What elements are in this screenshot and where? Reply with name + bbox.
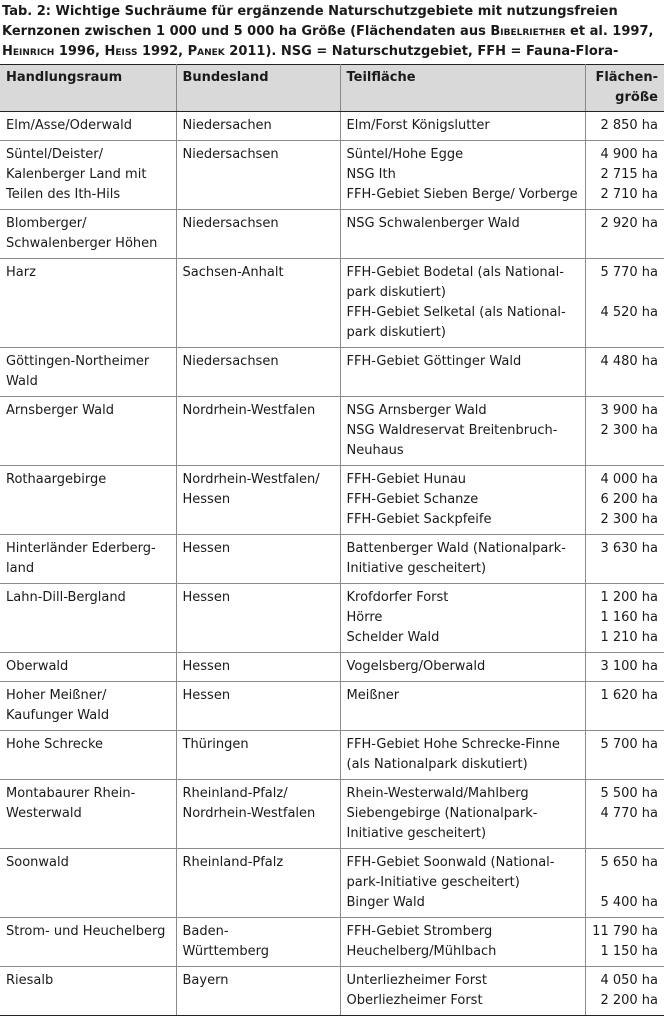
cell-teilflaeche-line: FFH-Gebiet Bodetal (als National- <box>346 265 564 280</box>
cell-handlungsraum-line: Strom- und Heuchelberg <box>6 924 166 939</box>
data-table <box>0 64 664 1016</box>
cell-bundesland-line: Thüringen <box>182 737 249 752</box>
cell-teilflaeche-line: NSG Waldreservat Breitenbruch- <box>346 423 558 438</box>
cell-teilflaeche-line: FFH-Gebiet Soonwald (National- <box>346 855 555 870</box>
table-body <box>0 112 664 1016</box>
cell-bundesland <box>176 348 340 397</box>
header-bundesland: Bundesland <box>176 65 340 112</box>
table-row <box>0 780 664 849</box>
cell-handlungsraum-line: Hohe Schrecke <box>6 737 104 752</box>
cell-flaechengroesse-line: 2 715 ha <box>600 167 658 182</box>
cell-bundesland-line: Baden- <box>182 924 229 939</box>
cell-bundesland-line: Niedersachen <box>182 118 272 133</box>
cell-flaechengroesse <box>585 210 664 259</box>
cell-teilflaeche-line: Heuchelberg/Mühlbach <box>346 944 497 959</box>
cell-teilflaeche-line: FFH-Gebiet Göttinger Wald <box>346 354 522 369</box>
cell-handlungsraum-line: Kalenberger Land mit <box>6 167 147 182</box>
cell-flaechengroesse-line: 5 650 ha <box>600 855 658 870</box>
cell-bundesland-line: Nordrhein-Westfalen <box>182 806 316 821</box>
cell-handlungsraum-line: Oberwald <box>6 659 69 674</box>
cell-flaechengroesse-line <box>592 824 659 844</box>
cell-handlungsraum <box>0 731 176 780</box>
table-row <box>0 259 664 348</box>
cell-flaechengroesse <box>585 348 664 397</box>
cell-handlungsraum-line: Rothaargebirge <box>6 472 107 487</box>
caption-text-4: 1992, <box>137 44 188 59</box>
cell-teilflaeche <box>340 348 585 397</box>
cell-handlungsraum <box>0 466 176 535</box>
cell-bundesland-line: Hessen <box>182 492 231 507</box>
cell-handlungsraum <box>0 849 176 918</box>
cell-teilflaeche-line: Initiative gescheitert) <box>346 561 487 576</box>
cell-flaechengroesse <box>585 731 664 780</box>
table-row <box>0 682 664 731</box>
table-row <box>0 967 664 1016</box>
cell-flaechengroesse-line: 1 210 ha <box>600 630 658 645</box>
caption-text-3: 1996, <box>54 44 105 59</box>
cell-handlungsraum-line: Montabaurer Rhein- <box>6 786 136 801</box>
cell-bundesland <box>176 731 340 780</box>
cell-bundesland-line: Hessen <box>182 541 231 556</box>
cell-handlungsraum <box>0 918 176 967</box>
cell-handlungsraum <box>0 141 176 210</box>
cell-flaechengroesse-line: 5 770 ha <box>600 265 658 280</box>
caption-text-1: Tab. 2: Wichtige Suchräume für ergänzende Naturschutzgebiete mit nutzungsfreien Kernzonen zwischen 1 000 und 5 000 ha Größe (Flächendaten aus <box>2 4 618 39</box>
table-row <box>0 653 664 682</box>
table-row <box>0 849 664 918</box>
cell-flaechengroesse <box>585 112 664 141</box>
cell-flaechengroesse-line: 4 480 ha <box>600 354 658 369</box>
cell-teilflaeche <box>340 141 585 210</box>
cell-handlungsraum-line: land <box>6 561 35 576</box>
cell-handlungsraum-line: Elm/Asse/Oderwald <box>6 118 132 133</box>
cell-flaechengroesse-line: 4 900 ha <box>600 147 658 162</box>
cell-teilflaeche <box>340 918 585 967</box>
cell-handlungsraum <box>0 584 176 653</box>
cell-teilflaeche-line: Hörre <box>346 610 383 625</box>
cell-flaechengroesse-line: 4 000 ha <box>600 472 658 487</box>
cell-bundesland <box>176 653 340 682</box>
cell-teilflaeche <box>340 535 585 584</box>
cell-flaechengroesse-line <box>592 323 659 343</box>
cell-teilflaeche-line: Rhein-Westerwald/Mahlberg <box>346 786 529 801</box>
cell-flaechengroesse-line: 5 400 ha <box>600 895 658 910</box>
cell-teilflaeche <box>340 584 585 653</box>
caption-author-3: Heiss <box>104 44 138 59</box>
cell-flaechengroesse-line: 2 920 ha <box>600 216 658 231</box>
caption-author-1: Bibelriether <box>490 24 566 39</box>
table-row <box>0 141 664 210</box>
cell-handlungsraum-line: Riesalb <box>6 973 54 988</box>
cell-bundesland-line: Hessen <box>182 659 231 674</box>
cell-handlungsraum-line: Soonwald <box>6 855 69 870</box>
cell-handlungsraum-line: Göttingen-Northeimer <box>6 354 150 369</box>
cell-bundesland-line: Bayern <box>182 973 229 988</box>
cell-flaechengroesse-line: 1 200 ha <box>600 590 658 605</box>
caption-author-4: Panek <box>187 44 225 59</box>
cell-teilflaeche-line: park diskutiert) <box>346 285 446 300</box>
table-row <box>0 348 664 397</box>
caption-author-2: Heinrich <box>2 44 55 59</box>
cell-teilflaeche-line: Unterliezheimer Forst <box>346 973 487 988</box>
header-handlungsraum: Handlungsraum <box>0 65 176 112</box>
cell-bundesland <box>176 259 340 348</box>
cell-handlungsraum <box>0 348 176 397</box>
cell-flaechengroesse <box>585 259 664 348</box>
cell-handlungsraum-line: Hinterländer Ederberg- <box>6 541 156 556</box>
caption-text-2: et al. 1997, <box>565 24 654 39</box>
header-teilflaeche: Teilfläche <box>340 65 585 112</box>
cell-flaechengroesse <box>585 535 664 584</box>
cell-flaechengroesse-line: 2 710 ha <box>600 187 658 202</box>
cell-flaechengroesse-line: 4 770 ha <box>600 806 658 821</box>
cell-teilflaeche-line: Elm/Forst Königslutter <box>346 118 490 133</box>
cell-handlungsraum-line: Lahn-Dill-Bergland <box>6 590 126 605</box>
cell-bundesland <box>176 584 340 653</box>
table-row <box>0 466 664 535</box>
cell-teilflaeche-line: park diskutiert) <box>346 325 446 340</box>
cell-teilflaeche-line: Binger Wald <box>346 895 425 910</box>
cell-flaechengroesse <box>585 141 664 210</box>
cell-teilflaeche <box>340 112 585 141</box>
cell-bundesland <box>176 780 340 849</box>
cell-teilflaeche-line: FFH-Gebiet Stromberg <box>346 924 493 939</box>
cell-flaechengroesse-line: 2 300 ha <box>600 512 658 527</box>
cell-teilflaeche-line: Vogelsberg/Oberwald <box>346 659 486 674</box>
cell-flaechengroesse-line: 1 150 ha <box>600 944 658 959</box>
header-flaeche-line-2: größe <box>615 90 658 105</box>
cell-bundesland-line: Hessen <box>182 590 231 605</box>
cell-flaechengroesse-line: 5 500 ha <box>600 786 658 801</box>
cell-teilflaeche <box>340 849 585 918</box>
caption-text-5: 2011). NSG = Naturschutzgebiet, FFH = Fauna-Flora- <box>229 44 619 59</box>
cell-handlungsraum <box>0 112 176 141</box>
cell-flaechengroesse <box>585 780 664 849</box>
cell-teilflaeche-line: (als Nationalpark diskutiert) <box>346 757 528 772</box>
cell-bundesland-line: Rheinland-Pfalz/ <box>182 786 288 801</box>
cell-handlungsraum-line: Schwalenberger Höhen <box>6 236 158 251</box>
table-row <box>0 112 664 141</box>
cell-flaechengroesse-line: 1 620 ha <box>600 688 658 703</box>
cell-teilflaeche <box>340 397 585 466</box>
cell-flaechengroesse <box>585 918 664 967</box>
cell-handlungsraum-line: Harz <box>6 265 36 280</box>
cell-flaechengroesse-line: 4 050 ha <box>600 973 658 988</box>
cell-teilflaeche <box>340 682 585 731</box>
cell-teilflaeche-line: NSG Schwalenberger Wald <box>346 216 520 231</box>
cell-handlungsraum-line: Hoher Meißner/ <box>6 688 107 703</box>
table-row <box>0 535 664 584</box>
cell-teilflaeche-line: Initiative gescheitert) <box>346 826 487 841</box>
cell-flaechengroesse-line: 3 630 ha <box>600 541 658 556</box>
cell-handlungsraum <box>0 780 176 849</box>
cell-handlungsraum-line: Wald <box>6 374 38 389</box>
cell-flaechengroesse-line <box>592 559 659 579</box>
cell-flaechengroesse-line: 4 520 ha <box>600 305 658 320</box>
cell-bundesland <box>176 918 340 967</box>
cell-teilflaeche-line: FFH-Gebiet Sieben Berge/ Vorberge <box>346 187 578 202</box>
cell-flaechengroesse <box>585 653 664 682</box>
cell-flaechengroesse-line: 3 900 ha <box>600 403 658 418</box>
cell-teilflaeche <box>340 653 585 682</box>
cell-teilflaeche-line: park-Initiative gescheitert) <box>346 875 520 890</box>
cell-teilflaeche <box>340 967 585 1016</box>
cell-teilflaeche-line: Süntel/Hohe Egge <box>346 147 464 162</box>
cell-bundesland <box>176 466 340 535</box>
cell-teilflaeche-line: FFH-Gebiet Hohe Schrecke-Finne <box>346 737 560 752</box>
cell-teilflaeche-line: FFH-Gebiet Sackpfeife <box>346 512 492 527</box>
cell-flaechengroesse <box>585 466 664 535</box>
table-row <box>0 918 664 967</box>
cell-handlungsraum <box>0 210 176 259</box>
cell-teilflaeche <box>340 731 585 780</box>
cell-flaechengroesse <box>585 397 664 466</box>
cell-bundesland <box>176 967 340 1016</box>
cell-flaechengroesse-line: 3 100 ha <box>600 659 658 674</box>
cell-bundesland-line: Sachsen-Anhalt <box>182 265 284 280</box>
cell-bundesland <box>176 141 340 210</box>
cell-bundesland-line: Rheinland-Pfalz <box>182 855 284 870</box>
cell-teilflaeche-line: Neuhaus <box>346 443 404 458</box>
cell-teilflaeche-line: Krofdorfer Forst <box>346 590 449 605</box>
cell-teilflaeche-line: Schelder Wald <box>346 630 440 645</box>
table-caption <box>0 0 664 64</box>
table-row <box>0 731 664 780</box>
cell-handlungsraum <box>0 653 176 682</box>
cell-teilflaeche <box>340 210 585 259</box>
cell-handlungsraum <box>0 682 176 731</box>
cell-teilflaeche <box>340 466 585 535</box>
cell-flaechengroesse <box>585 584 664 653</box>
cell-handlungsraum <box>0 259 176 348</box>
cell-flaechengroesse-line: 1 160 ha <box>600 610 658 625</box>
cell-teilflaeche-line: NSG Ith <box>346 167 396 182</box>
cell-teilflaeche <box>340 259 585 348</box>
cell-bundesland-line: Hessen <box>182 688 231 703</box>
cell-teilflaeche-line: NSG Arnsberger Wald <box>346 403 487 418</box>
cell-bundesland <box>176 397 340 466</box>
header-flaeche-line-1: Flächen- <box>595 70 658 85</box>
cell-teilflaeche <box>340 780 585 849</box>
cell-flaechengroesse-line: 6 200 ha <box>600 492 658 507</box>
cell-bundesland <box>176 535 340 584</box>
header-row <box>0 65 664 112</box>
cell-bundesland-line: Niedersachsen <box>182 354 279 369</box>
cell-flaechengroesse <box>585 967 664 1016</box>
cell-flaechengroesse-line: 2 850 ha <box>600 118 658 133</box>
cell-bundesland-line: Nordrhein-Westfalen <box>182 403 316 418</box>
cell-flaechengroesse <box>585 682 664 731</box>
cell-handlungsraum-line: Kaufunger Wald <box>6 708 110 723</box>
cell-handlungsraum <box>0 967 176 1016</box>
cell-bundesland <box>176 849 340 918</box>
cell-flaechengroesse-line <box>592 873 659 893</box>
cell-flaechengroesse-line <box>592 283 659 303</box>
table-row <box>0 210 664 259</box>
table-row <box>0 584 664 653</box>
cell-handlungsraum-line: Teilen des Ith-Hils <box>6 187 121 202</box>
cell-teilflaeche-line: FFH-Gebiet Selketal (als National- <box>346 305 566 320</box>
cell-bundesland <box>176 210 340 259</box>
cell-handlungsraum-line: Arnsberger Wald <box>6 403 114 418</box>
cell-teilflaeche-line: Oberliezheimer Forst <box>346 993 483 1008</box>
cell-bundesland <box>176 682 340 731</box>
cell-handlungsraum-line: Blomberger/ <box>6 216 87 231</box>
cell-flaechengroesse-line: 2 200 ha <box>600 993 658 1008</box>
cell-teilflaeche-line: FFH-Gebiet Schanze <box>346 492 479 507</box>
cell-teilflaeche-line: Battenberger Wald (Nationalpark- <box>346 541 566 556</box>
table-header <box>0 65 664 112</box>
cell-flaechengroesse-line: 5 700 ha <box>600 737 658 752</box>
cell-bundesland-line: Württemberg <box>182 944 269 959</box>
cell-teilflaeche-line: FFH-Gebiet Hunau <box>346 472 467 487</box>
cell-bundesland-line: Niedersachsen <box>182 147 279 162</box>
cell-handlungsraum <box>0 397 176 466</box>
cell-teilflaeche-line: Siebengebirge (Nationalpark- <box>346 806 538 821</box>
header-flaechengroesse <box>585 65 664 112</box>
cell-handlungsraum-line: Westerwald <box>6 806 82 821</box>
cell-flaechengroesse-line: 11 790 ha <box>592 924 658 939</box>
cell-bundesland <box>176 112 340 141</box>
cell-bundesland-line: Nordrhein-Westfalen/ <box>182 472 320 487</box>
table-row <box>0 397 664 466</box>
cell-flaechengroesse-line: 2 300 ha <box>600 423 658 438</box>
cell-bundesland-line: Niedersachsen <box>182 216 279 231</box>
cell-flaechengroesse <box>585 849 664 918</box>
cell-handlungsraum <box>0 535 176 584</box>
cell-flaechengroesse-line <box>592 755 659 775</box>
cell-handlungsraum-line: Süntel/Deister/ <box>6 147 104 162</box>
cell-flaechengroesse-line <box>592 441 659 461</box>
cell-teilflaeche-line: Meißner <box>346 688 400 703</box>
